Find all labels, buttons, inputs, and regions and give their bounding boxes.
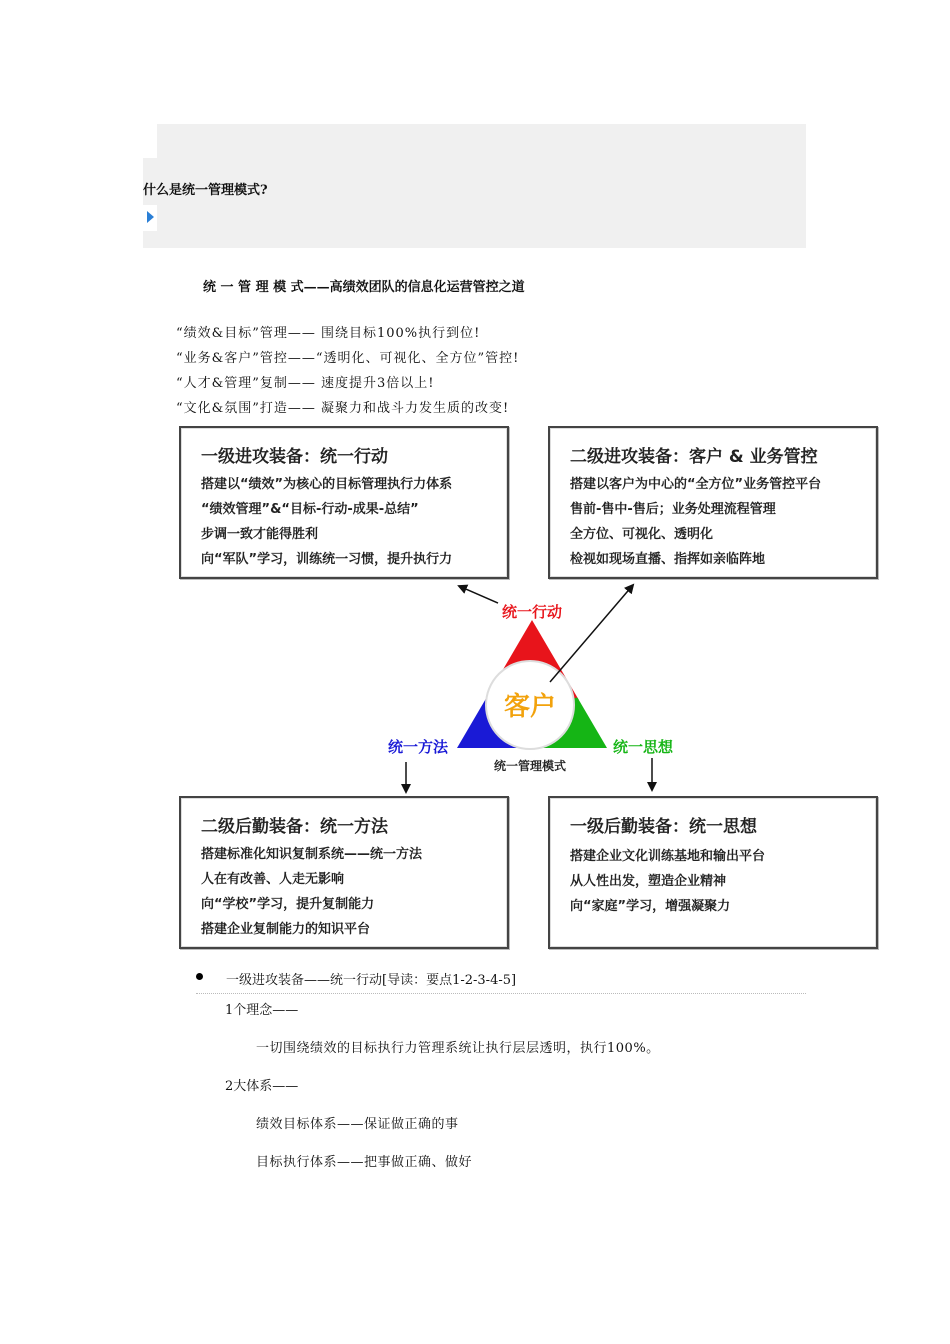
arrow-to-top-left <box>459 586 498 603</box>
diagram-caption: 统一管理模式 <box>493 759 567 773</box>
slogan-1: “绩效&目标”管理—— 围绕目标100%执行到位! <box>176 326 481 341</box>
box-line: 搭建以“绩效”为核心的目标管理执行力体系 <box>201 477 453 492</box>
box-line: 步调一致才能得胜利 <box>201 527 319 542</box>
system-item-1: 绩效目标体系——保证做正确的事 <box>256 1117 459 1132</box>
dotted-divider <box>196 993 806 994</box>
label-unified-action: 统一行动 <box>501 603 563 621</box>
box-secondary-logistics <box>179 796 509 949</box>
label-unified-method: 统一方法 <box>387 738 449 756</box>
header-title: 什么是统一管理模式? <box>143 183 268 198</box>
box-line: 搭建标准化知识复制系统——统一方法 <box>201 847 423 862</box>
bullet-dot-icon <box>196 973 203 980</box>
box-line: 向“学校”学习，提升复制能力 <box>201 897 375 912</box>
box-line: 向“军队”学习，训练统一习惯，提升执行力 <box>201 552 453 567</box>
box-line: “绩效管理”&“目标-行动-成果-总结” <box>201 502 419 517</box>
box-primary-offense <box>179 426 509 579</box>
box-title: 一级进攻装备：统一行动 <box>201 447 388 467</box>
box-line: 向“家庭”学习，增强凝聚力 <box>570 899 731 914</box>
system-item-2: 目标执行体系——把事做正确、做好 <box>256 1155 473 1170</box>
systems-heading: 2大体系—— <box>225 1079 299 1094</box>
slogan-4: “文化&氛围”打造—— 凝聚力和战斗力发生质的改变! <box>176 401 510 416</box>
arrow-to-top-right <box>550 585 633 682</box>
slogan-2: “业务&客户”管控——“透明化、可视化、全方位”管控! <box>176 351 520 366</box>
box-primary-logistics <box>548 796 878 949</box>
box-line: 搭建以客户为中心的“全方位”业务管控平台 <box>570 477 822 492</box>
box-line: 全方位、可视化、透明化 <box>570 527 714 542</box>
box-secondary-offense <box>548 426 878 579</box>
concept-text: 一切围绕绩效的目标执行力管理系统让执行层层透明，执行100%。 <box>256 1041 660 1056</box>
label-unified-thought: 统一思想 <box>612 738 674 756</box>
concept-heading: 1个理念—— <box>225 1003 299 1018</box>
box-title: 二级进攻装备：客户 & 业务管控 <box>570 447 818 467</box>
slogan-3: “人才&管理”复制—— 速度提升3倍以上! <box>176 376 435 391</box>
box-line: 从人性出发，塑造企业精神 <box>570 874 727 889</box>
box-title: 一级后勤装备：统一思想 <box>570 817 757 837</box>
box-line: 搭建企业复制能力的知识平台 <box>201 922 371 937</box>
box-line: 人在有改善、人走无影响 <box>201 872 345 887</box>
diagram-subtitle: 统 一 管 理 模 式——高绩效团队的信息化运营管控之道 <box>203 280 525 295</box>
section-heading: 一级进攻装备——统一行动[导读：要点1-2-3-4-5] <box>226 973 517 988</box>
box-line: 检视如现场直播、指挥如亲临阵地 <box>570 552 766 567</box>
box-title: 二级后勤装备：统一方法 <box>201 817 388 837</box>
box-line: 搭建企业文化训练基地和输出平台 <box>570 849 766 864</box>
box-line: 售前-售中-售后；业务处理流程管理 <box>570 502 776 517</box>
center-label: 客户 <box>503 692 557 722</box>
